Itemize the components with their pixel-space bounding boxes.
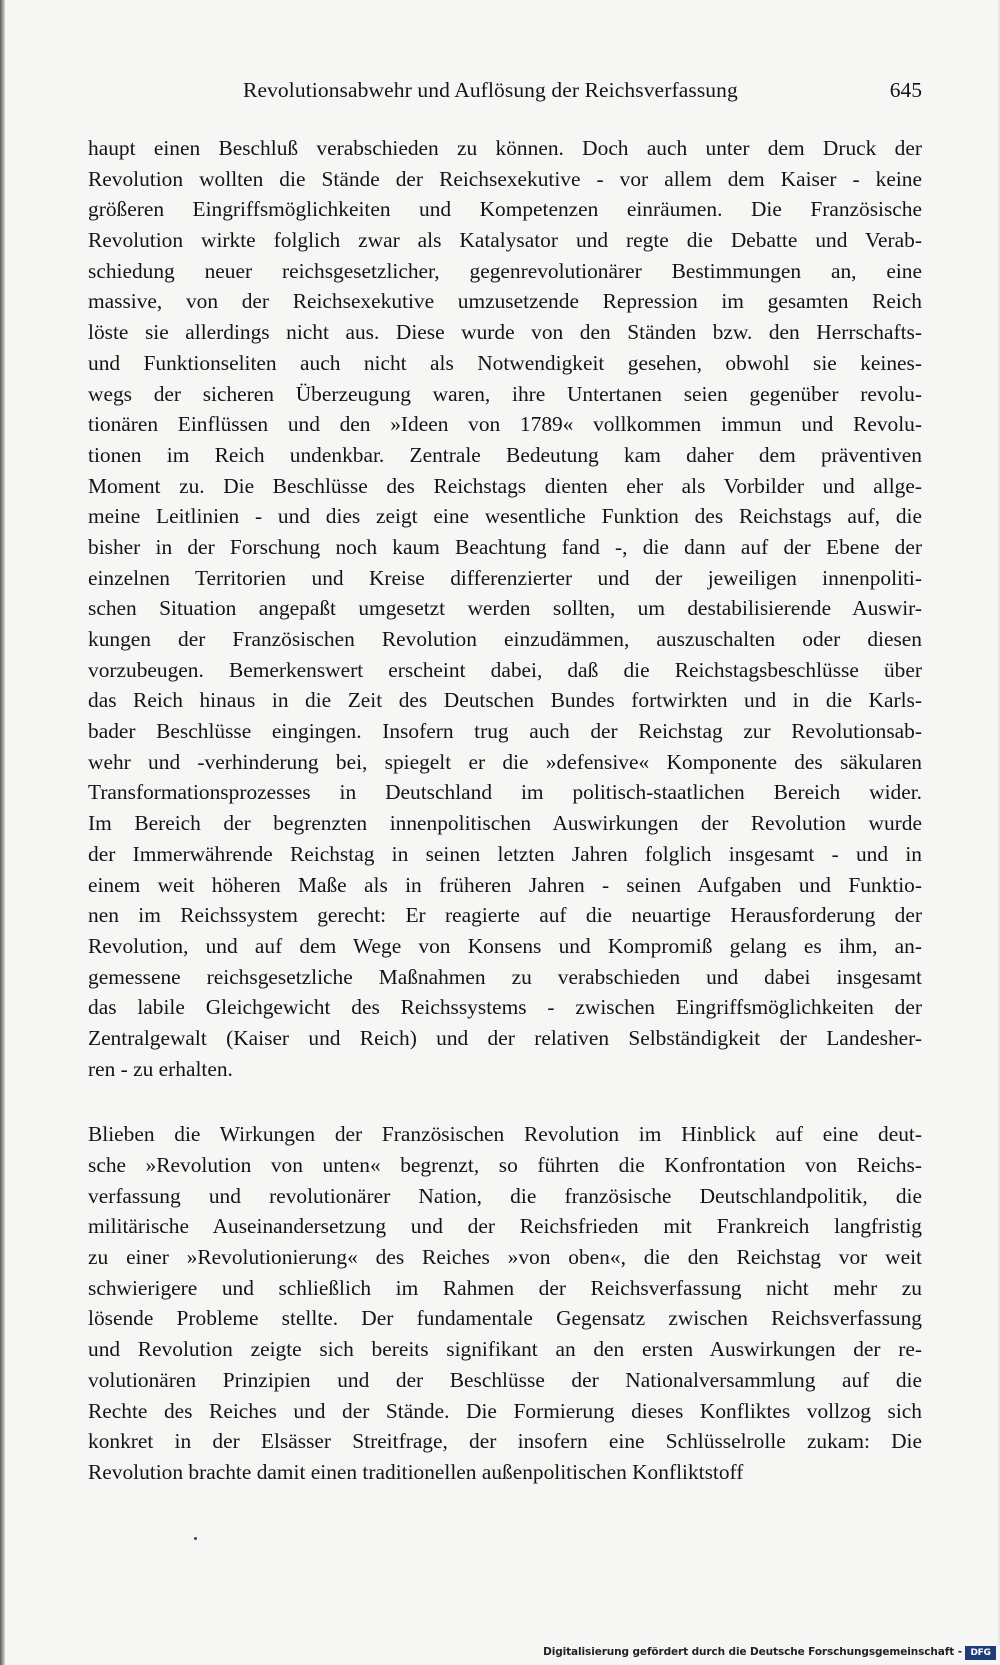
dfg-logo: DFG bbox=[965, 1646, 996, 1660]
text-line: Revolution wirkte folglich zwar als Katalysator und regte die Debatte und Verab- bbox=[88, 228, 922, 253]
text-line: wehr und -verhinderung bei, spiegelt er die »defensive« Komponente des säkularen bbox=[88, 749, 922, 774]
text-line: und Funktionseliten auch nicht als Notwendigkeit gesehen, obwohl sie keines- bbox=[88, 350, 922, 375]
text-line: bisher in der Forschung noch kaum Beachtung fand -, die dann auf der Ebene der bbox=[88, 534, 922, 559]
text-line: kungen der Französischen Revolution einzudämmen, auszuschalten oder diesen bbox=[88, 627, 922, 651]
text-line: Revolution, und auf dem Wege von Konsens und Kompromiß gelang es ihm, an- bbox=[88, 933, 922, 958]
text-line: gemessene reichsgesetzliche Maßnahmen zu verabschieden und dabei insgesamt bbox=[88, 964, 922, 989]
body-text bbox=[88, 133, 922, 1488]
running-title: Revolutionsabwehr und Auflösung der Reichsverfassung bbox=[243, 78, 738, 102]
text-line: tionären Einflüssen und den »Ideen von 1789« vollkommen immun und Revolu- bbox=[88, 412, 922, 437]
text-line: volutionären Prinzipien und der Beschlüsse der Nationalversammlung auf die bbox=[88, 1367, 922, 1392]
text-line: Im Bereich der begrenzten innenpolitischen Auswirkungen der Revolution wurde bbox=[88, 811, 922, 836]
text-line: das labile Gleichgewicht des Reichssystems - zwischen Eingriffsmöglichkeiten der bbox=[88, 995, 922, 1020]
page-binding-edge bbox=[0, 0, 5, 1665]
text-line: ren - zu erhalten. bbox=[88, 1056, 233, 1081]
text-line: Transformationsprozesses in Deutschland im politisch-staatlichen Bereich wider. bbox=[88, 780, 922, 805]
text-line: bader Beschlüsse eingingen. Insofern trug auch der Reichstag zur Revolutionsab- bbox=[88, 719, 922, 744]
text-line: Rechte des Reiches und der Stände. Die Formierung dieses Konfliktes vollzog sich bbox=[88, 1398, 922, 1423]
text-line: konkret in der Elsässer Streitfrage, der insofern eine Schlüsselrolle zukam: Die bbox=[88, 1429, 922, 1454]
text-line: sche »Revolution von unten« begrenzt, so führten die Konfrontation von Reichs- bbox=[88, 1153, 922, 1177]
text-line: wegs der sicheren Überzeugung waren, ihre Untertanen seien gegenüber revolu- bbox=[88, 381, 922, 406]
text-line: tionen im Reich undenkbar. Zentrale Bedeutung kam daher dem präventiven bbox=[88, 442, 922, 467]
text-line: Revolution wollten die Stände der Reichsexekutive - vor allem dem Kaiser - keine bbox=[88, 166, 922, 191]
text-line: schiedung neuer reichsgesetzlicher, gegenrevolutionärer Bestimmungen an, eine bbox=[88, 258, 922, 283]
digitization-credit: Digitalisierung gefördert durch die Deutsche Forschungsgemeinschaft - bbox=[543, 1646, 962, 1658]
text-line: zu einer »Revolutionierung« des Reiches »von oben«, die den Reichstag vor weit bbox=[88, 1245, 922, 1270]
text-line: nen im Reichssystem gerecht: Er reagierte auf die neuartige Herausforderung der bbox=[88, 903, 922, 928]
paragraph-2 bbox=[88, 1119, 922, 1487]
paragraph-1 bbox=[88, 133, 922, 1084]
text-line: schwierigere und schließlich im Rahmen der Reichsverfassung nicht mehr zu bbox=[88, 1275, 922, 1300]
text-line: der Immerwährende Reichstag in seinen letzten Jahren folglich insgesamt - und in bbox=[88, 841, 922, 866]
running-head bbox=[88, 78, 922, 112]
text-line: und Revolution zeigte sich bereits signifikant an den ersten Auswirkungen der re- bbox=[88, 1337, 922, 1362]
text-line: das Reich hinaus in die Zeit des Deutschen Bundes fortwirkten und in die Karls- bbox=[88, 688, 922, 713]
text-line: größeren Eingriffsmöglichkeiten und Kompetenzen einräumen. Die Französische bbox=[88, 197, 922, 222]
scan-speck bbox=[194, 1537, 197, 1540]
text-line: haupt einen Beschluß verabschieden zu können. Doch auch unter dem Druck der bbox=[88, 136, 922, 160]
text-line: Zentralgewalt (Kaiser und Reich) und der relativen Selbständigkeit der Landesher- bbox=[88, 1025, 922, 1050]
text-line: militärische Auseinandersetzung und der Reichsfrieden mit Frankreich langfristig bbox=[88, 1214, 922, 1239]
text-line: einem weit höheren Maße als in früheren Jahren - seinen Aufgaben und Funktio- bbox=[88, 872, 922, 897]
page-number: 645 bbox=[889, 78, 922, 102]
text-line: löste sie allerdings nicht aus. Diese wurde von den Ständen bzw. den Herrschafts- bbox=[88, 320, 922, 345]
text-line: einzelnen Territorien und Kreise differenzierter und der jeweiligen innenpoliti- bbox=[88, 565, 922, 590]
text-line: lösende Probleme stellte. Der fundamentale Gegensatz zwischen Reichsverfassung bbox=[88, 1306, 922, 1331]
text-line: vorzubeugen. Bemerkenswert erscheint dabei, daß die Reichstagsbeschlüsse über bbox=[88, 657, 922, 682]
text-line: massive, von der Reichsexekutive umzusetzende Repression im gesamten Reich bbox=[88, 289, 922, 314]
text-line: Moment zu. Die Beschlüsse des Reichstags dienten eher als Vorbilder und allge- bbox=[88, 473, 922, 498]
text-line: schen Situation angepaßt umgesetzt werden sollten, um destabilisierende Auswir- bbox=[88, 596, 922, 621]
text-line: verfassung und revolutionärer Nation, die französische Deutschlandpolitik, die bbox=[88, 1183, 922, 1208]
text-line: Revolution brachte damit einen traditionellen außenpolitischen Konfliktstoff bbox=[88, 1459, 744, 1484]
text-line: Blieben die Wirkungen der Französischen Revolution im Hinblick auf eine deut- bbox=[88, 1122, 922, 1147]
paragraph-break bbox=[88, 1084, 922, 1119]
text-line: meine Leitlinien - und dies zeigt eine wesentliche Funktion des Reichstags auf, die bbox=[88, 504, 922, 529]
